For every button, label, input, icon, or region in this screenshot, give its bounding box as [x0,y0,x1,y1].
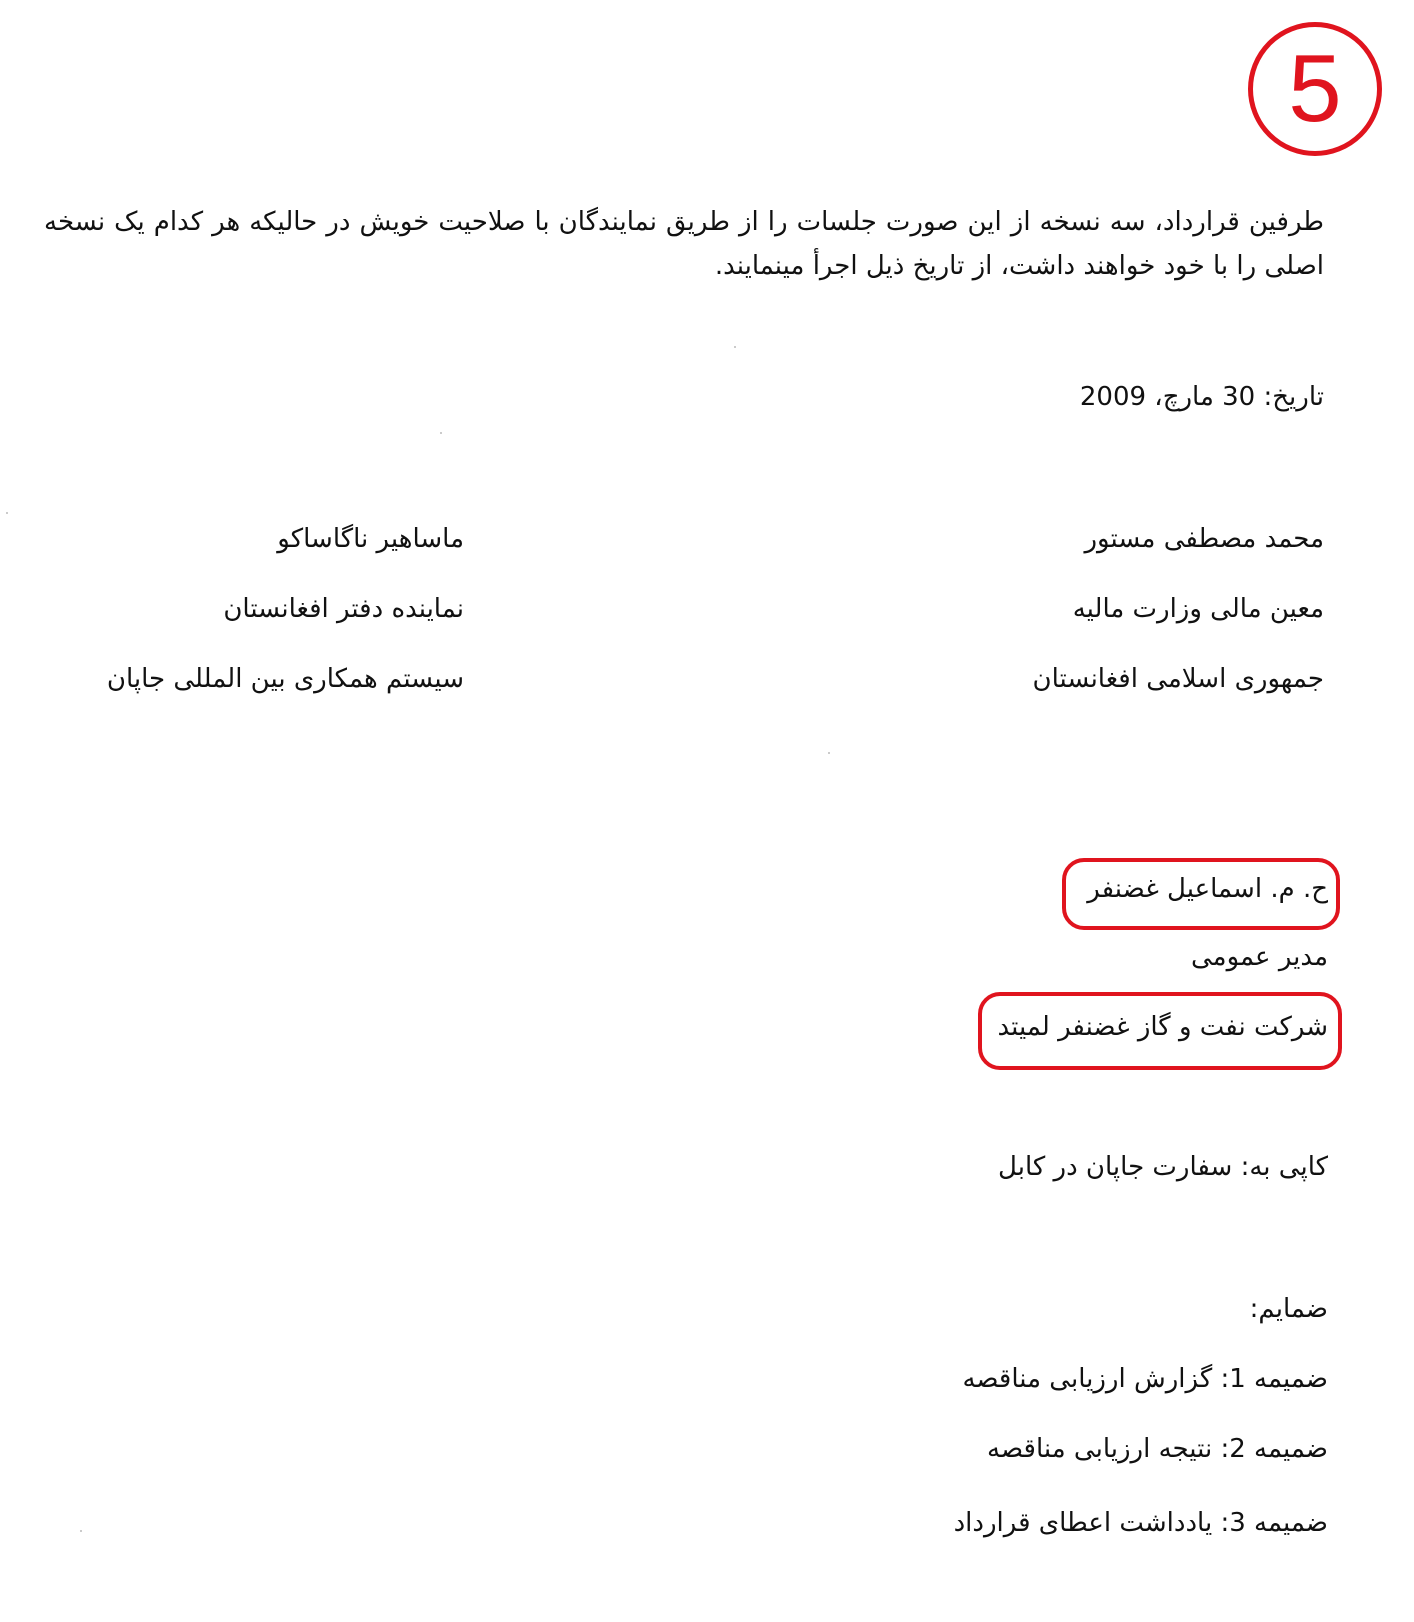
date-line: تاریخ: 30 مارچ، 2009 [1079,382,1324,412]
signatory-left-organization: سیستم همکاری بین المللی جاپان [106,664,464,694]
attachment-item-2: ضمیمه 2: نتیجه ارزیابی مناقصه [987,1434,1328,1464]
scan-speck [6,512,8,514]
attachment-item-1: ضمیمه 1: گزارش ارزیابی مناقصه [962,1364,1328,1394]
signatory-company-organization: شرکت نفت و گاز غضنفر لمیتد [997,1012,1328,1042]
attachment-item-3: ضمیمه 3: یادداشت اعطای قرارداد [953,1508,1328,1538]
scan-speck [828,752,830,754]
signatory-right-name: محمد مصطفی مستور [1084,524,1324,554]
page-number-badge: 5 [1248,22,1382,156]
scan-speck [734,346,736,348]
scan-speck [440,432,442,434]
signatory-company-title: مدیر عمومی [1191,942,1328,972]
attachments-heading: ضمایم: [1249,1294,1328,1324]
copy-to-line: کاپی به: سفارت جاپان در کابل [998,1152,1328,1182]
signatory-right-organization: جمهوری اسلامی افغانستان [1032,664,1324,694]
signatory-left-name: ماساهیر ناگاساکو [277,524,464,554]
signatory-left-title: نماینده دفتر افغانستان [223,594,464,624]
scan-speck [80,1530,82,1532]
signatory-company-name: ح. م. اسماعیل غضنفر [1087,874,1328,904]
signatory-right-title: معین مالی وزارت مالیه [1072,594,1324,624]
intro-paragraph: طرفین قرارداد، سه نسخه از این صورت جلسات را از طریق نمایندگان با صلاحیت خویش در حالیکه هر کدام یک نسخه اصلی را با خود خواهند داشت، از تاریخ ذیل اجرأ مینمایند. [44,207,1324,281]
